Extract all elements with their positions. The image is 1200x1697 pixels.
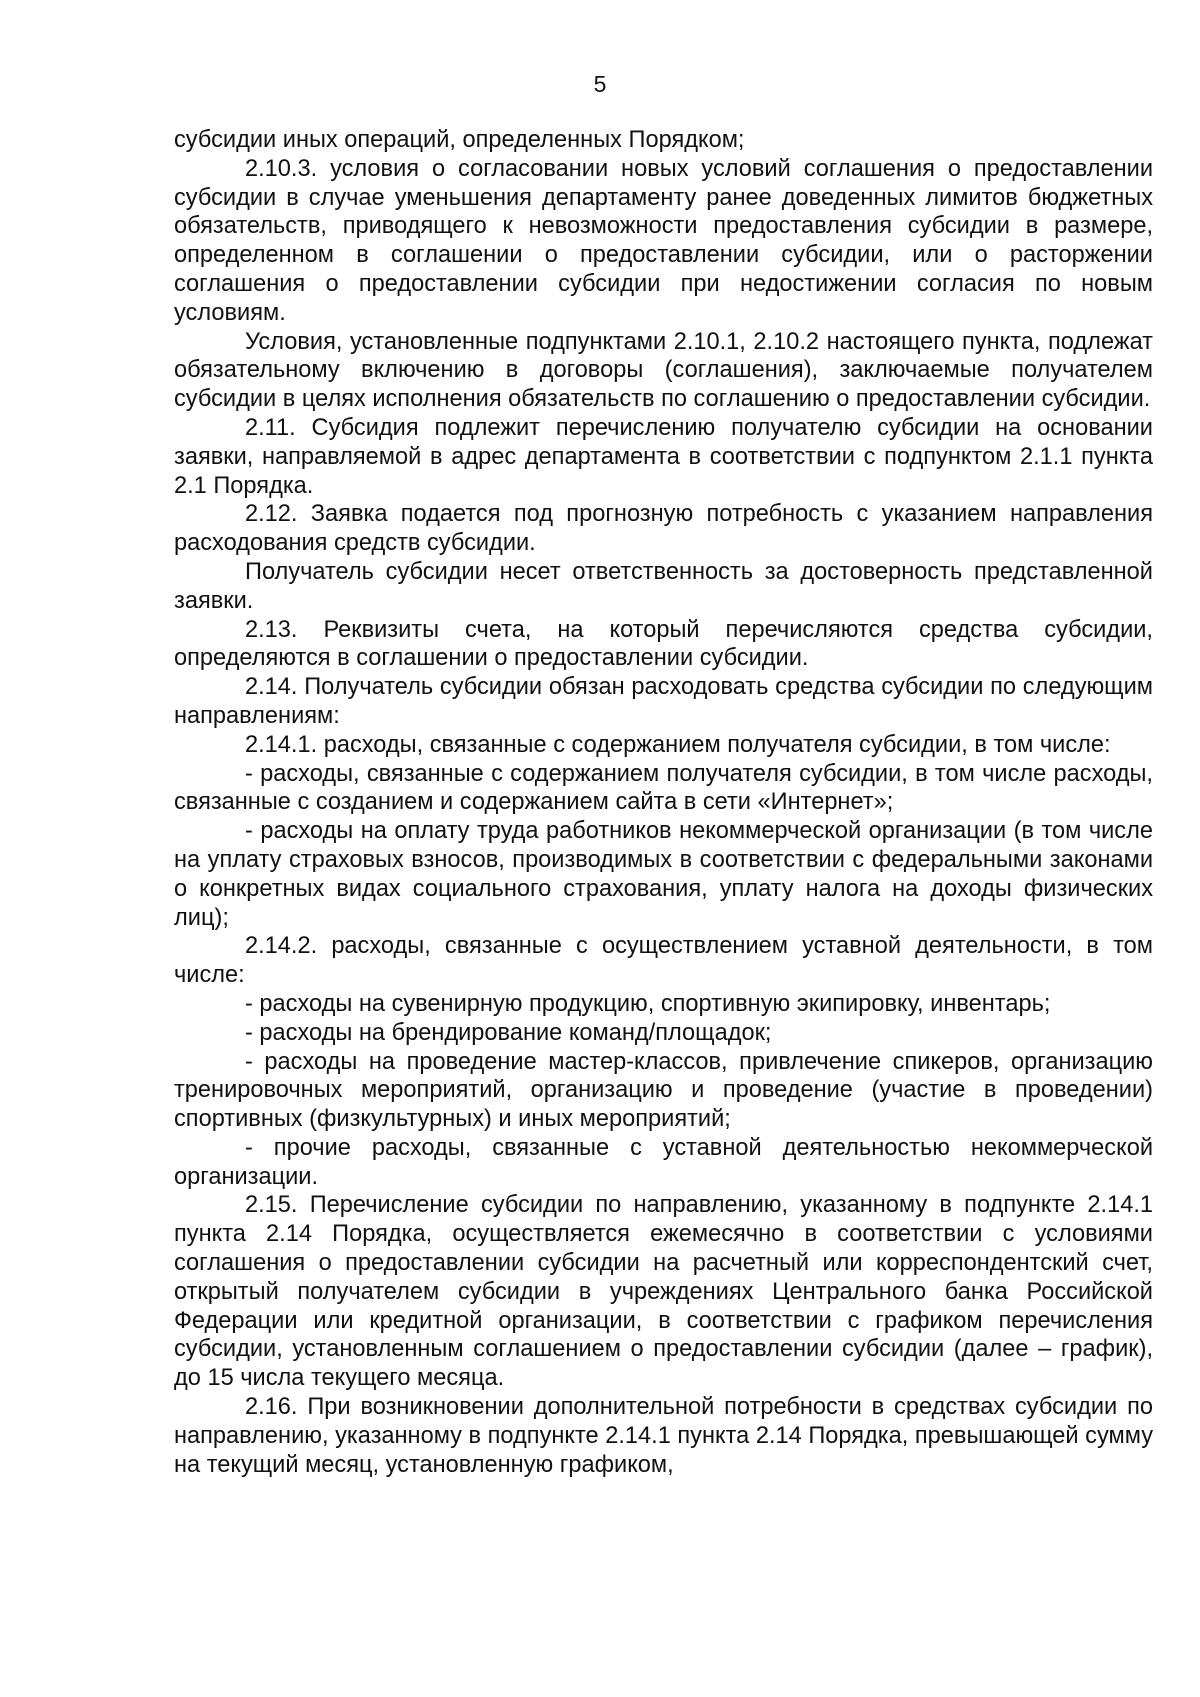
- paragraph: 2.14. Получатель субсидии обязан расходовать средства субсидии по следующим направлениям:: [174, 674, 1153, 729]
- paragraph: 2.10.3. условия о согласовании новых условий соглашения о предоставлении субсидии в случае уменьшения департаменту ранее доведенных лимитов бюджетных обязательств, приводящего к невозможности предоставления субсидии в размере, определенном в соглашении о предоставлении субсидии, или о расторжении соглашения о предоставлении субсидии при недостижении согласия по новым условиям.: [174, 155, 1153, 326]
- paragraph: 2.12. Заявка подается под прогнозную потребность с указанием направления расходования средств субсидии.: [174, 501, 1153, 557]
- paragraph: Условия, установленные подпунктами 2.10.1, 2.10.2 настоящего пункта, подлежат обязательному включению в договоры (соглашения), заключаемые получателем субсидии в целях исполнения обязательств по соглашению о предоставлении субсидии.: [174, 328, 1153, 413]
- document-body: [174, 126, 1153, 1479]
- paragraph: 2.15. Перечисление субсидии по направлению, указанному в подпункте 2.14.1 пункта 2.14 Порядка, осуществляется ежемесячно в соответствии с условиями соглашения о предоставлении субсидии на расчетный или корреспондентский счет, открытый получателем субсидии в учреждениях Центрального банка Российской Федерации или кредитной организации, в соответствии с графиком перечисления субсидии, установленным соглашением о предоставлении субсидии (далее – график), до 15 числа текущего месяца.: [174, 1192, 1153, 1392]
- page-number: 5: [593, 71, 607, 97]
- paragraph: 2.11. Субсидия подлежит перечислению получателю субсидии на основании заявки, направляемой в адрес департамента в соответствии с подпунктом 2.1.1 пункта 2.1 Порядка.: [174, 414, 1153, 499]
- list-item: - прочие расходы, связанные с уставной деятельностью некоммерческой организации.: [174, 1134, 1153, 1190]
- list-item: - расходы на брендирование команд/площадок;: [245, 1019, 772, 1046]
- list-item: - расходы на оплату труда работников некоммерческой организации (в том числе на уплату страховых взносов, производимых в соответствии с федеральными законами о конкретных видах социального страхования, уплату налога на доходы физических лиц);: [174, 818, 1153, 931]
- paragraph: Получатель субсидии несет ответственность за достоверность представленной заявки.: [174, 558, 1153, 614]
- paragraph: 2.16. При возникновении дополнительной потребности в средствах субсидии по направлению, указанному в подпункте 2.14.1 пункта 2.14 Порядка, превышающей сумму на текущий месяц, установленную графиком,: [174, 1394, 1153, 1478]
- paragraph: субсидии иных операций, определенных Порядком;: [174, 127, 745, 153]
- paragraph: 2.14.2. расходы, связанные с осуществлением уставной деятельности, в том числе:: [174, 933, 1153, 989]
- list-item: - расходы на сувенирную продукцию, спортивную экипировку, инвентарь;: [245, 990, 1051, 1017]
- paragraph: 2.13. Реквизиты счета, на который перечисляются средства субсидии, определяются в соглашении о предоставлении субсидии.: [174, 616, 1153, 672]
- list-item: - расходы, связанные с содержанием получателя субсидии, в том числе расходы, связанные с созданием и содержанием сайта в сети «Интернет»;: [174, 760, 1153, 816]
- list-item: - расходы на проведение мастер-классов, привлечение спикеров, организацию тренировочных мероприятий, организацию и проведение (участие в проведении) спортивных (физкультурных) и иных мероприятий;: [174, 1048, 1153, 1133]
- paragraph: 2.14.1. расходы, связанные с содержанием получателя субсидии, в том числе:: [245, 731, 1111, 758]
